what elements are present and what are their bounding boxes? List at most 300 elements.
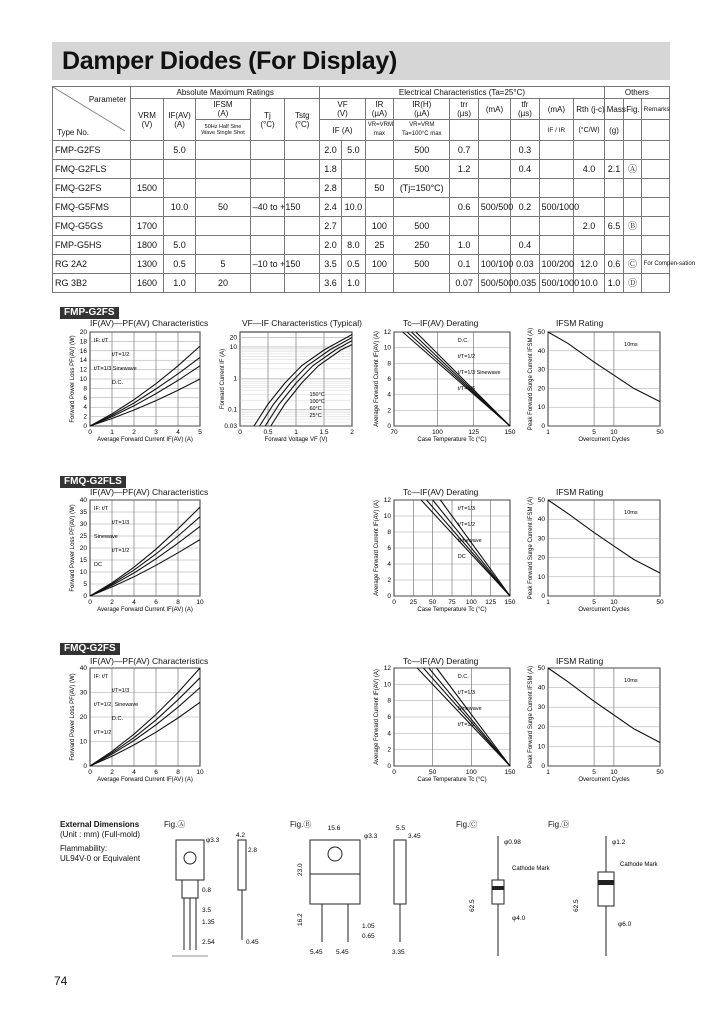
- cell-vf_if: [341, 217, 365, 236]
- cell-tj: [250, 141, 285, 160]
- y-tick-label: 8: [387, 529, 391, 536]
- chart-title-derating-1: Tc—IF(AV) Derating: [403, 318, 479, 328]
- x-tick-label: 2: [110, 769, 114, 776]
- chart-ifsm-fmq-g2fs: [528, 665, 664, 783]
- fig-a-dim-lead-w: 1.35: [202, 919, 215, 926]
- chart-annotation: t/T=1/3: [457, 506, 476, 512]
- cell-vf_if: 5.0: [341, 141, 365, 160]
- x-tick-label: 0: [238, 429, 242, 436]
- chart-annotation: Sinewave: [457, 538, 482, 544]
- cell-irh: [394, 198, 450, 217]
- y-axis-label: Average Forward Current IF(AV) (A): [374, 331, 380, 427]
- fig-c-label: Fig.Ⓒ: [456, 820, 478, 829]
- fig-a-dim-body: 3.5: [202, 907, 212, 914]
- cell-vf: 2.0: [320, 141, 342, 160]
- y-tick-label: 4: [387, 561, 391, 568]
- col-remarks: Remarks: [641, 99, 669, 120]
- fig-d-dim-lead: φ1.2: [612, 839, 626, 846]
- sub-trr: [450, 120, 478, 141]
- y-tick-label: 14: [79, 357, 87, 365]
- y-axis-label: Forward Current IF (A): [220, 348, 226, 410]
- chart-title-pf-3: IF(AV)—PF(AV) Characteristics: [90, 656, 209, 666]
- chart-title-ifsm-3: IFSM Rating: [556, 656, 604, 666]
- col-tstg: Tstg (°C): [285, 99, 320, 141]
- cell-trr_i: 500/500: [478, 198, 511, 217]
- x-tick-label: 5: [592, 429, 596, 436]
- fig-a-dim-width: 4.2: [236, 832, 246, 839]
- sub-irh: VR=VRM Ta=100°C max: [394, 120, 450, 141]
- cell-tj: [250, 236, 285, 255]
- x-axis-label: Case Temperature Tc (°C): [417, 777, 487, 783]
- x-tick-label: 10: [610, 599, 618, 606]
- y-tick-label: 10: [383, 344, 391, 352]
- cell-remark: [641, 198, 669, 217]
- title-bar: [52, 42, 670, 80]
- fig-b-dim-pitch1: 5.45: [310, 949, 323, 956]
- sub-fig: [624, 120, 641, 141]
- cell-mass: 6.5: [604, 217, 624, 236]
- cell-type: RG 2A2: [53, 255, 131, 274]
- y-tick-label: 10: [79, 569, 87, 576]
- y-tick-label: 0: [541, 593, 545, 600]
- x-tick-label: 0: [392, 769, 396, 776]
- cell-vf_if: 10.0: [341, 198, 365, 217]
- cell-vf_if: 1.0: [341, 274, 365, 293]
- cell-ir: [365, 141, 393, 160]
- x-tick-label: 100: [465, 599, 477, 606]
- cell-irh: (Tj=150°C): [394, 179, 450, 198]
- y-axis-label: Peak Forward Surge Current IFSM (A): [528, 496, 534, 600]
- x-tick-label: 4: [132, 769, 136, 776]
- cell-tfr_i: [539, 179, 574, 198]
- col-rth: Rth (j-c): [574, 99, 604, 120]
- y-tick-label: 30: [537, 535, 545, 543]
- cell-tfr_i: [539, 141, 574, 160]
- chart-annotation: t/T=1/2: [94, 730, 112, 736]
- y-tick-label: 2: [387, 746, 391, 754]
- table-row: [53, 255, 670, 274]
- cell-tfr: [511, 179, 539, 198]
- chart-annotation: 100°C: [309, 399, 325, 405]
- chart-annotation: t/T=1/6: [457, 386, 476, 392]
- col-vf: VF (V): [320, 99, 366, 120]
- y-tick-label: 40: [537, 684, 545, 692]
- cell-ifsm: [196, 236, 250, 255]
- cell-trr: 0.1: [450, 255, 478, 274]
- sub-ir: VR=VRM max: [365, 120, 393, 141]
- fig-a-dim-lead: 0.8: [202, 887, 212, 894]
- cell-remark: [641, 141, 669, 160]
- table-row: [53, 160, 670, 179]
- y-axis-label: Peak Forward Surge Current IFSM (A): [528, 327, 534, 431]
- sub-remarks: [641, 120, 669, 141]
- cell-rth: 10.0: [574, 274, 604, 293]
- y-tick-label: 12: [79, 366, 87, 374]
- x-tick-label: 4: [132, 599, 136, 606]
- header-diagonal: [53, 87, 125, 131]
- y-axis-label: Average Forward Current IF(AV) (A): [374, 669, 380, 765]
- fig-b-dim-body: 23.0: [297, 863, 304, 876]
- page-number: 74: [54, 974, 68, 988]
- y-tick-label: 0: [387, 423, 391, 430]
- cell-tfr_i: 500/1000: [539, 274, 574, 293]
- cell-ir: 100: [365, 217, 393, 236]
- cell-trr: 1.0: [450, 236, 478, 255]
- cell-vf: 1.8: [320, 160, 342, 179]
- chart-annotation: IF: t/T: [94, 338, 109, 344]
- section-label-fmq-g2fs: FMQ-G2FS: [60, 643, 120, 655]
- fig-d-dim-length: 62.5: [573, 899, 580, 912]
- cell-fig: [624, 198, 641, 217]
- cell-ifav: 5.0: [163, 141, 196, 160]
- cell-tj: [250, 274, 285, 293]
- cell-ifav: 10.0: [163, 198, 196, 217]
- chart-vf-fmp-g2fs: [220, 332, 354, 443]
- x-tick-label: 0.5: [263, 429, 273, 436]
- chart-annotation: 60°C: [309, 406, 322, 412]
- cell-remark: [641, 217, 669, 236]
- cell-vrm: 1300: [131, 255, 164, 274]
- y-tick-label: 6: [387, 545, 391, 552]
- x-tick-label: 10: [610, 769, 618, 776]
- x-tick-label: 150: [504, 769, 516, 776]
- fig-c-dim-length: 62.5: [469, 899, 476, 912]
- fig-d-label: Fig.Ⓓ: [548, 820, 570, 829]
- x-tick-label: 5: [592, 599, 596, 606]
- cell-tfr_i: [539, 160, 574, 179]
- spec-table: [52, 86, 696, 293]
- x-tick-label: 50: [429, 599, 437, 606]
- chart-annotation: 10ms: [624, 342, 638, 348]
- y-tick-label: 30: [79, 689, 87, 697]
- chart-derating-fmq-g2fs: [374, 665, 516, 783]
- cell-ifsm: 5: [196, 255, 250, 274]
- y-tick-label: 0: [83, 593, 87, 600]
- cell-ir: 50: [365, 179, 393, 198]
- y-tick-label: 20: [537, 385, 545, 393]
- y-tick-label: 20: [537, 723, 545, 731]
- fig-b-dim-lead-w: 1.05: [362, 923, 375, 930]
- group-header-abs: Absolute Maximum Ratings: [131, 87, 320, 99]
- chart-annotation: 25°C: [309, 413, 322, 419]
- cell-rth: [574, 141, 604, 160]
- col-trr-i: (mA): [478, 99, 511, 120]
- y-tick-label: 20: [79, 714, 87, 721]
- y-axis-label: Peak Forward Surge Current IFSM (A): [528, 665, 534, 769]
- cell-ifav: 5.0: [163, 236, 196, 255]
- chart-annotation: t/T=1/2: [457, 522, 476, 528]
- sub-tfr: [511, 120, 539, 141]
- x-tick-label: 150: [504, 429, 516, 436]
- cell-vrm: [131, 141, 164, 160]
- cell-vf_if: [341, 160, 365, 179]
- y-tick-label: 1: [233, 375, 237, 383]
- cell-fig: [624, 141, 641, 160]
- cell-fig: Ⓒ: [624, 255, 641, 274]
- fig-a-dim-tab: 2.8: [248, 847, 258, 854]
- col-tfr-i: (mA): [539, 99, 574, 120]
- cell-trr: 0.7: [450, 141, 478, 160]
- dimensions-block: [60, 820, 140, 864]
- cell-ifav: [163, 179, 196, 198]
- cell-tfr: 0.4: [511, 160, 539, 179]
- col-irh: IR(H) (µA): [394, 99, 450, 120]
- cell-tstg: [285, 236, 320, 255]
- chart-annotation: D.C.: [112, 716, 123, 722]
- y-tick-label: 10: [79, 376, 87, 383]
- y-tick-label: 0: [387, 763, 391, 770]
- plot-frame: [548, 500, 660, 596]
- chart-annotation: Sinewave: [94, 534, 118, 540]
- cell-tfr: 0.3: [511, 141, 539, 160]
- col-tj: Tj (°C): [250, 99, 285, 141]
- chart-title-ifsm-2: IFSM Rating: [556, 487, 604, 497]
- chart-derating-fmq-g2fls: [374, 497, 516, 613]
- cell-tstg: [285, 160, 320, 179]
- y-tick-label: 16: [79, 347, 87, 355]
- chart-annotation: t/T=1/2: [457, 722, 476, 728]
- x-tick-label: 125: [468, 429, 480, 436]
- col-fig: Fig.: [624, 99, 641, 120]
- y-tick-label: 4: [387, 391, 391, 399]
- cell-type: RG 3B2: [53, 274, 131, 293]
- chart-title-derating-3: Tc—IF(AV) Derating: [403, 656, 479, 666]
- x-tick-label: 100: [465, 769, 477, 776]
- x-tick-label: 4: [176, 429, 180, 436]
- chart-annotation: D.C.: [457, 338, 469, 344]
- param-label: Parameter: [88, 95, 127, 104]
- cell-remark: [641, 274, 669, 293]
- chart-annotation: Sinewave: [457, 706, 482, 712]
- chart-annotation: IF: t/T: [94, 674, 109, 680]
- plot-frame: [548, 332, 660, 426]
- x-tick-label: 8: [176, 599, 180, 606]
- x-tick-label: 3: [154, 429, 158, 436]
- x-axis-label: Overcurrent Cycles: [578, 437, 630, 443]
- y-tick-label: 50: [537, 665, 545, 672]
- cell-tstg: [285, 217, 320, 236]
- cell-trr: [450, 179, 478, 198]
- cell-remark: [641, 160, 669, 179]
- sub-vf-if: IF (A): [320, 120, 366, 141]
- y-axis-label: Forward Power Loss PF(AV) (W): [70, 504, 76, 592]
- fig-b-dim-depth2: 3.35: [392, 949, 405, 956]
- x-tick-label: 10: [610, 429, 618, 436]
- y-tick-label: 20: [79, 329, 87, 336]
- cell-ifav: [163, 217, 196, 236]
- x-tick-label: 1: [546, 769, 550, 776]
- y-tick-label: 8: [387, 697, 391, 705]
- cell-tstg: [285, 141, 320, 160]
- cell-mass: 0.6: [604, 255, 624, 274]
- cell-ir: [365, 198, 393, 217]
- cell-rth: [574, 179, 604, 198]
- fig-c-dim-lead: φ0.98: [504, 839, 521, 846]
- cell-trr: [450, 217, 478, 236]
- cell-fig: [624, 236, 641, 255]
- y-tick-label: 25: [79, 533, 87, 540]
- chart-annotation: t/T=1/2, Sinewave: [94, 702, 139, 708]
- y-tick-label: 0.03: [224, 423, 237, 430]
- cell-vrm: 1800: [131, 236, 164, 255]
- fig-a-dim-thick: 0.45: [246, 939, 259, 946]
- cell-vf: 2.4: [320, 198, 342, 217]
- y-tick-label: 8: [387, 360, 391, 368]
- cell-type: FMP-G5HS: [53, 236, 131, 255]
- cell-ir: 25: [365, 236, 393, 255]
- x-tick-label: 50: [429, 769, 437, 776]
- cell-rth: 12.0: [574, 255, 604, 274]
- cell-remark: [641, 236, 669, 255]
- col-trr: trr (µs): [450, 99, 478, 120]
- chart-derating-fmp-g2fs: [374, 329, 516, 443]
- cell-ifsm: [196, 217, 250, 236]
- x-tick-label: 50: [656, 429, 664, 436]
- y-tick-label: 10: [537, 404, 545, 412]
- y-tick-label: 2: [387, 577, 391, 584]
- fig-b-dim-lead: 16.2: [297, 913, 304, 926]
- cell-trr_i: [478, 236, 511, 255]
- sub-ifsm: 50Hz Half Sine Wave Single Shot: [196, 120, 250, 141]
- fig-b-dim-depth: 5.5: [396, 825, 406, 832]
- cell-ifsm: 50: [196, 198, 250, 217]
- cell-fig: [624, 179, 641, 198]
- dimensions-unit: (Unit : mm) (Full-mold): [60, 830, 140, 839]
- x-tick-label: 1: [110, 429, 114, 436]
- x-tick-label: 10: [196, 769, 204, 776]
- x-axis-label: Forward Voltage VF (V): [264, 437, 328, 443]
- y-tick-label: 10: [383, 681, 391, 689]
- chart-annotation: 10ms: [624, 510, 638, 516]
- chart-annotation: DC: [457, 554, 466, 560]
- y-tick-label: 20: [79, 545, 87, 552]
- cell-mass: [604, 236, 624, 255]
- cell-tfr_i: 500/1000: [539, 198, 574, 217]
- chart-title-pf-2: IF(AV)—PF(AV) Characteristics: [90, 487, 209, 497]
- chart-annotation: t/T=1/2: [112, 548, 130, 554]
- cell-ifsm: 20: [196, 274, 250, 293]
- cell-type: FMQ-G5FMS: [53, 198, 131, 217]
- cell-fig: Ⓐ: [624, 160, 641, 179]
- y-tick-label: 30: [79, 521, 87, 528]
- dimensions-title: External Dimensions: [60, 820, 140, 829]
- x-tick-label: 50: [656, 599, 664, 606]
- y-tick-label: 0: [387, 593, 391, 600]
- cell-trr: 1.2: [450, 160, 478, 179]
- cell-vf: 2.7: [320, 217, 342, 236]
- flammability-value: UL94V-0 or Equivalent: [60, 854, 141, 863]
- y-tick-label: 15: [79, 557, 87, 564]
- cell-tj: –40 to +150: [250, 198, 285, 217]
- group-header-elec: Electrical Characteristics (Ta=25°C): [320, 87, 605, 99]
- fig-b-dim-width: 15.6: [327, 825, 341, 832]
- x-tick-label: 50: [656, 769, 664, 776]
- x-axis-label: Case Temperature Tc (°C): [417, 437, 487, 443]
- fig-a-dim-hole: φ3.3: [206, 837, 220, 844]
- fig-c-cathode: Cathode Mark: [512, 866, 550, 872]
- chart-annotation: t/T=1/3: [112, 688, 130, 694]
- chart-title-ifsm-1: IFSM Rating: [556, 318, 604, 328]
- x-axis-label: Average Forward Current IF(AV) (A): [97, 437, 193, 443]
- x-tick-label: 5: [592, 769, 596, 776]
- chart-annotation: D.C.: [112, 380, 123, 386]
- y-tick-label: 50: [537, 329, 545, 336]
- cell-ir: 100: [365, 255, 393, 274]
- y-tick-label: 30: [537, 704, 545, 712]
- chart-annotation: DC: [94, 562, 102, 568]
- chart-annotation: t/T=1/3 Sinewave: [457, 370, 501, 376]
- y-tick-label: 6: [387, 376, 391, 383]
- cell-trr: 0.07: [450, 274, 478, 293]
- y-tick-label: 10: [537, 743, 545, 751]
- cell-rth: 2.0: [574, 217, 604, 236]
- sub-trr-i: [478, 120, 511, 141]
- table-row: [53, 198, 670, 217]
- x-tick-label: 150: [504, 599, 516, 606]
- cell-type: FMQ-G5GS: [53, 217, 131, 236]
- fig-b-dim-hole: φ3.3: [364, 833, 378, 840]
- fig-b-dim-thick: 0.65: [362, 933, 375, 940]
- y-tick-label: 20: [229, 334, 237, 342]
- fig-b-label: Fig.Ⓑ: [290, 820, 312, 829]
- y-tick-label: 0: [83, 763, 87, 770]
- chart-pf-fmp-g2fs: [70, 329, 202, 443]
- cell-trr_i: [478, 179, 511, 198]
- cell-trr_i: 100/100: [478, 255, 511, 274]
- table-row: [53, 236, 670, 255]
- cell-tstg: [285, 274, 320, 293]
- cell-irh: 500: [394, 160, 450, 179]
- y-tick-label: 12: [383, 665, 391, 672]
- y-tick-label: 40: [537, 347, 545, 355]
- chart-annotation: t/T=1/3: [457, 690, 476, 696]
- chart-title-vf-1: VF—IF Characteristics (Typical): [242, 318, 362, 328]
- chart-annotation: t/T=1/3 Sinewave: [94, 366, 137, 372]
- cell-irh: 500: [394, 255, 450, 274]
- cell-mass: [604, 141, 624, 160]
- cell-tfr: 0.035: [511, 274, 539, 293]
- chart-annotation: t/T=1/3: [112, 520, 130, 526]
- fig-d-drawing: [560, 832, 670, 964]
- fig-a-dim-pitch: 2.54: [202, 939, 215, 946]
- y-tick-label: 10: [383, 513, 391, 520]
- y-tick-label: 20: [537, 554, 545, 562]
- cell-ifsm: [196, 179, 250, 198]
- y-tick-label: 18: [79, 338, 87, 346]
- cell-vf: 3.6: [320, 274, 342, 293]
- cell-ifav: [163, 160, 196, 179]
- cell-tfr: 0.4: [511, 236, 539, 255]
- y-tick-label: 2: [387, 407, 391, 415]
- y-axis-label: Forward Power Loss PF(AV) (W): [70, 335, 76, 423]
- plot-frame: [548, 668, 660, 766]
- x-tick-label: 70: [390, 429, 398, 436]
- cell-irh: [394, 274, 450, 293]
- table-row: [53, 141, 670, 160]
- cell-vf_if: 0.5: [341, 255, 365, 274]
- cell-vf_if: 8.0: [341, 236, 365, 255]
- cell-vf_if: [341, 179, 365, 198]
- cell-remark: [641, 179, 669, 198]
- y-tick-label: 2: [83, 413, 87, 421]
- x-axis-label: Case Temperature Tc (°C): [417, 607, 487, 613]
- cell-tfr: 0.2: [511, 198, 539, 217]
- cell-ifsm: [196, 141, 250, 160]
- col-ifav: IF(AV) (A): [163, 99, 196, 141]
- y-tick-label: 10: [79, 738, 87, 746]
- y-tick-label: 35: [79, 509, 87, 516]
- cell-vrm: [131, 160, 164, 179]
